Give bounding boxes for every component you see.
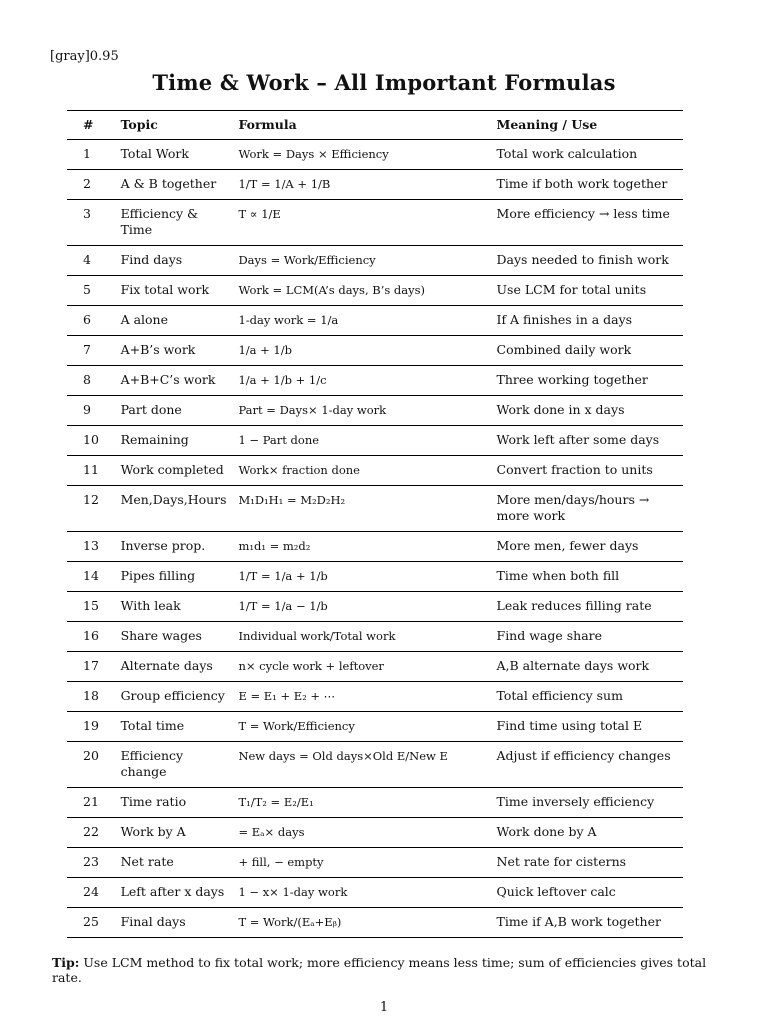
row-topic: Work by A — [117, 818, 235, 848]
row-meaning: Three working together — [493, 366, 683, 396]
row-meaning: Total efficiency sum — [493, 682, 683, 712]
row-formula: 1/T = 1/A + 1/B — [234, 170, 492, 200]
row-meaning: Combined daily work — [493, 336, 683, 366]
table-row — [67, 306, 683, 336]
col-formula-header: Formula — [234, 111, 492, 140]
row-topic: Alternate days — [117, 652, 235, 682]
row-number: 2 — [67, 170, 117, 200]
row-topic: Find days — [117, 246, 235, 276]
row-number: 17 — [67, 652, 117, 682]
row-formula: = Eₐ× days — [234, 818, 492, 848]
row-meaning: Leak reduces filling rate — [493, 592, 683, 622]
row-formula: T ∝ 1/E — [234, 200, 492, 246]
row-meaning: More men, fewer days — [493, 532, 683, 562]
row-topic: Final days — [117, 908, 235, 938]
row-number: 10 — [67, 426, 117, 456]
row-number: 12 — [67, 486, 117, 532]
row-meaning: If A finishes in a days — [493, 306, 683, 336]
row-topic: Left after x days — [117, 878, 235, 908]
row-number: 22 — [67, 818, 117, 848]
row-number: 20 — [67, 742, 117, 788]
row-formula: 1-day work = 1/a — [234, 306, 492, 336]
row-number: 1 — [67, 140, 117, 170]
row-meaning: Total work calculation — [493, 140, 683, 170]
row-formula: Days = Work/Efficiency — [234, 246, 492, 276]
tip-note — [52, 955, 732, 985]
row-meaning: Work done by A — [493, 818, 683, 848]
table-row — [67, 908, 683, 938]
row-formula: Part = Days× 1-day work — [234, 396, 492, 426]
row-number: 5 — [67, 276, 117, 306]
table-row — [67, 592, 683, 622]
row-topic: Fix total work — [117, 276, 235, 306]
row-topic: Total Work — [117, 140, 235, 170]
row-number: 9 — [67, 396, 117, 426]
row-formula: T = Work/(Eₐ+Eᵦ) — [234, 908, 492, 938]
tip-text: Use LCM method to fix total work; more efficiency means less time; sum of efficiencies gives total rate. — [52, 955, 707, 985]
table-row — [67, 848, 683, 878]
row-number: 13 — [67, 532, 117, 562]
row-meaning: Adjust if efficiency changes — [493, 742, 683, 788]
row-meaning: Find time using total E — [493, 712, 683, 742]
table-row — [67, 336, 683, 366]
row-meaning: Time if both work together — [493, 170, 683, 200]
table-row — [67, 742, 683, 788]
table-body — [67, 140, 683, 938]
row-number: 25 — [67, 908, 117, 938]
table-row — [67, 486, 683, 532]
header-row — [67, 111, 683, 140]
row-formula: E = E₁ + E₂ + ⋯ — [234, 682, 492, 712]
row-meaning: Find wage share — [493, 622, 683, 652]
row-formula: New days = Old days×Old E/New E — [234, 742, 492, 788]
row-topic: With leak — [117, 592, 235, 622]
col-number-header: # — [67, 111, 117, 140]
table-row — [67, 532, 683, 562]
row-number: 18 — [67, 682, 117, 712]
row-number: 24 — [67, 878, 117, 908]
table-row — [67, 712, 683, 742]
row-topic: A alone — [117, 306, 235, 336]
table-row — [67, 562, 683, 592]
row-meaning: Time inversely efficiency — [493, 788, 683, 818]
table-row — [67, 200, 683, 246]
row-topic: Part done — [117, 396, 235, 426]
row-topic: Pipes filling — [117, 562, 235, 592]
row-meaning: A,B alternate days work — [493, 652, 683, 682]
row-topic: Group efficiency — [117, 682, 235, 712]
row-formula: M₁D₁H₁ = M₂D₂H₂ — [234, 486, 492, 532]
row-meaning: Work done in x days — [493, 396, 683, 426]
page-title: Time & Work – All Important Formulas — [152, 70, 616, 95]
row-topic: Work completed — [117, 456, 235, 486]
row-formula: 1/a + 1/b + 1/c — [234, 366, 492, 396]
row-meaning: Time when both fill — [493, 562, 683, 592]
table-row — [67, 878, 683, 908]
row-meaning: Net rate for cisterns — [493, 848, 683, 878]
row-formula: Individual work/Total work — [234, 622, 492, 652]
row-number: 15 — [67, 592, 117, 622]
row-topic: Inverse prop. — [117, 532, 235, 562]
table-row — [67, 396, 683, 426]
row-formula: 1 − x× 1-day work — [234, 878, 492, 908]
row-topic: Total time — [117, 712, 235, 742]
row-formula: + fill, − empty — [234, 848, 492, 878]
row-formula: 1 − Part done — [234, 426, 492, 456]
row-topic: A+B’s work — [117, 336, 235, 366]
row-meaning: Use LCM for total units — [493, 276, 683, 306]
row-number: 8 — [67, 366, 117, 396]
row-topic: A & B together — [117, 170, 235, 200]
table-row — [67, 246, 683, 276]
row-formula: T₁/T₂ = E₂/E₁ — [234, 788, 492, 818]
row-formula: 1/T = 1/a − 1/b — [234, 592, 492, 622]
row-formula: m₁d₁ = m₂d₂ — [234, 532, 492, 562]
row-formula: Work = LCM(A’s days, B’s days) — [234, 276, 492, 306]
table-row — [67, 788, 683, 818]
formula-table — [67, 110, 683, 938]
table-row — [67, 818, 683, 848]
row-meaning: Quick leftover calc — [493, 878, 683, 908]
row-number: 4 — [67, 246, 117, 276]
gray-note: [gray]0.95 — [50, 49, 119, 64]
table-row — [67, 652, 683, 682]
row-meaning: More efficiency → less time — [493, 200, 683, 246]
row-meaning: Days needed to finish work — [493, 246, 683, 276]
row-formula: T = Work/Efficiency — [234, 712, 492, 742]
table-row — [67, 426, 683, 456]
row-formula: 1/T = 1/a + 1/b — [234, 562, 492, 592]
row-number: 7 — [67, 336, 117, 366]
row-topic: Efficiency change — [117, 742, 235, 788]
row-meaning: Work left after some days — [493, 426, 683, 456]
row-formula: Work× fraction done — [234, 456, 492, 486]
table-row — [67, 140, 683, 170]
row-topic: Men,Days,Hours — [117, 486, 235, 532]
table-row — [67, 682, 683, 712]
row-meaning: More men/days/hours → more work — [493, 486, 683, 532]
row-formula: n× cycle work + leftover — [234, 652, 492, 682]
row-number: 11 — [67, 456, 117, 486]
row-formula: 1/a + 1/b — [234, 336, 492, 366]
table-row — [67, 170, 683, 200]
table-row — [67, 622, 683, 652]
row-topic: Remaining — [117, 426, 235, 456]
tip-label: Tip: — [52, 955, 80, 970]
row-number: 3 — [67, 200, 117, 246]
row-number: 6 — [67, 306, 117, 336]
row-meaning: Convert fraction to units — [493, 456, 683, 486]
row-number: 16 — [67, 622, 117, 652]
row-meaning: Time if A,B work together — [493, 908, 683, 938]
table-row — [67, 456, 683, 486]
table-header — [67, 111, 683, 140]
row-topic: Net rate — [117, 848, 235, 878]
col-meaning-header: Meaning / Use — [493, 111, 683, 140]
table-row — [67, 276, 683, 306]
row-number: 14 — [67, 562, 117, 592]
row-topic: A+B+C’s work — [117, 366, 235, 396]
row-topic: Share wages — [117, 622, 235, 652]
col-topic-header: Topic — [117, 111, 235, 140]
row-number: 21 — [67, 788, 117, 818]
row-number: 23 — [67, 848, 117, 878]
page-number: 1 — [379, 1000, 389, 1015]
table-row — [67, 366, 683, 396]
row-topic: Efficiency & Time — [117, 200, 235, 246]
row-formula: Work = Days × Efficiency — [234, 140, 492, 170]
row-number: 19 — [67, 712, 117, 742]
row-topic: Time ratio — [117, 788, 235, 818]
